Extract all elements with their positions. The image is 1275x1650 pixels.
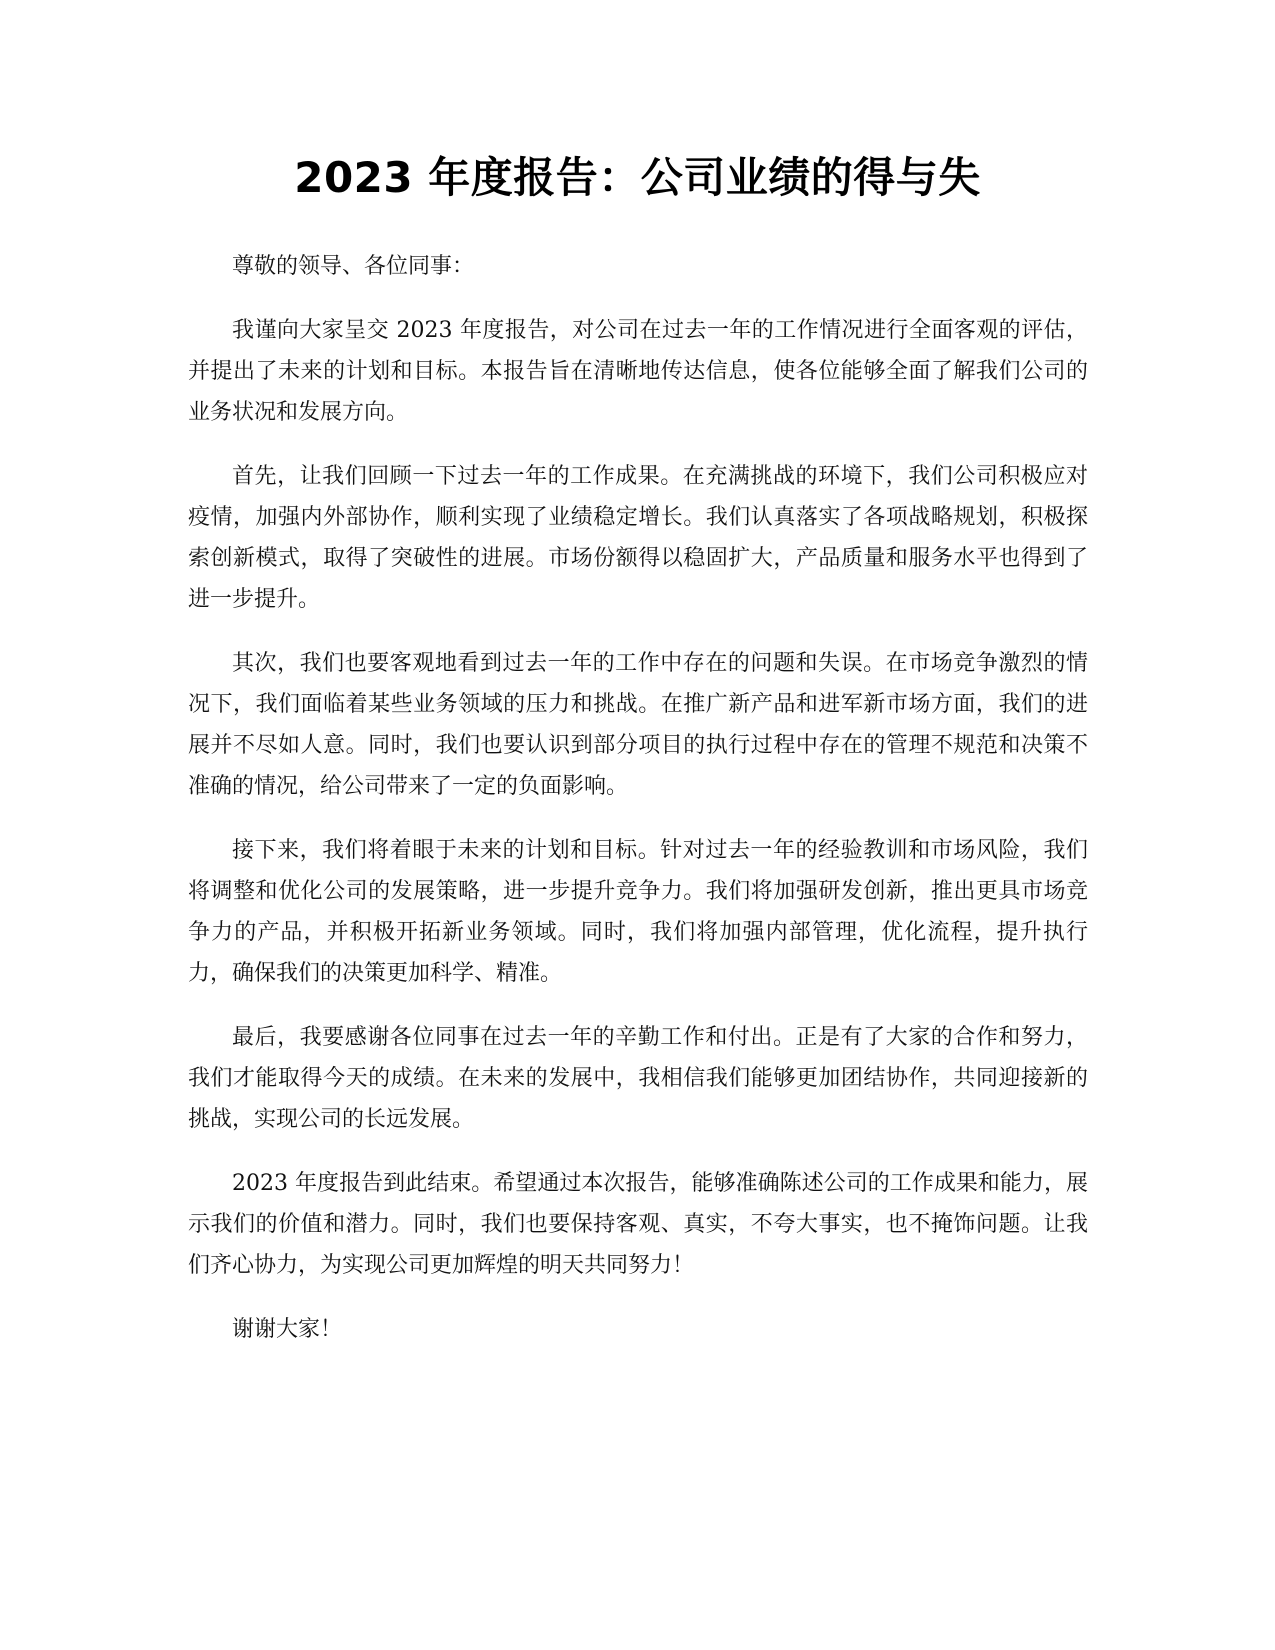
closing-paragraph: 谢谢大家！ (232, 1317, 343, 1342)
conclusion-paragraph: 2023 年度报告到此结束。希望通过本次报告，能够准确陈述公司的工作成果和能力，展示我们的价值和潜力。同时，我们也要保持客观、真实，不夸大事实，也不掩饰问题。让我们齐心协力，为实现公司更加辉煌的明天共同努力！ (188, 1171, 1088, 1278)
problems-paragraph: 其次，我们也要客观地看到过去一年的工作中存在的问题和失误。在市场竞争激烈的情况下，我们面临着某些业务领域的压力和挑战。在推广新产品和进军新市场方面，我们的进展并不尽如人意。同时，我们也要认识到部分项目的执行过程中存在的管理不规范和决策不准确的情况，给公司带来了一定的负面影响。 (188, 651, 1088, 799)
intro-paragraph: 我谨向大家呈交 2023 年度报告，对公司在过去一年的工作情况进行全面客观的评估，并提出了未来的计划和目标。本报告旨在清晰地传达信息，使各位能够全面了解我们公司的业务状况和发展方向。 (188, 318, 1088, 425)
salutation-paragraph: 尊敬的领导、各位同事： (232, 254, 475, 279)
document-body (188, 246, 1088, 1373)
plans-paragraph: 接下来，我们将着眼于未来的计划和目标。针对过去一年的经验教训和市场风险，我们将调整和优化公司的发展策略，进一步提升竞争力。我们将加强研发创新，推出更具市场竞争力的产品，并积极开拓新业务领域。同时，我们将加强内部管理，优化流程，提升执行力，确保我们的决策更加科学、精准。 (188, 838, 1088, 986)
thanks-paragraph: 最后，我要感谢各位同事在过去一年的辛勤工作和付出。正是有了大家的合作和努力，我们才能取得今天的成绩。在未来的发展中，我相信我们能够更加团结协作，共同迎接新的挑战，实现公司的长远发展。 (188, 1025, 1088, 1132)
achievements-paragraph: 首先，让我们回顾一下过去一年的工作成果。在充满挑战的环境下，我们公司积极应对疫情，加强内外部协作，顺利实现了业绩稳定增长。我们认真落实了各项战略规划，积极探索创新模式，取得了突破性的进展。市场份额得以稳固扩大，产品质量和服务水平也得到了进一步提升。 (188, 464, 1088, 612)
document-title: 2023 年度报告：公司业绩的得与失 (294, 153, 981, 202)
